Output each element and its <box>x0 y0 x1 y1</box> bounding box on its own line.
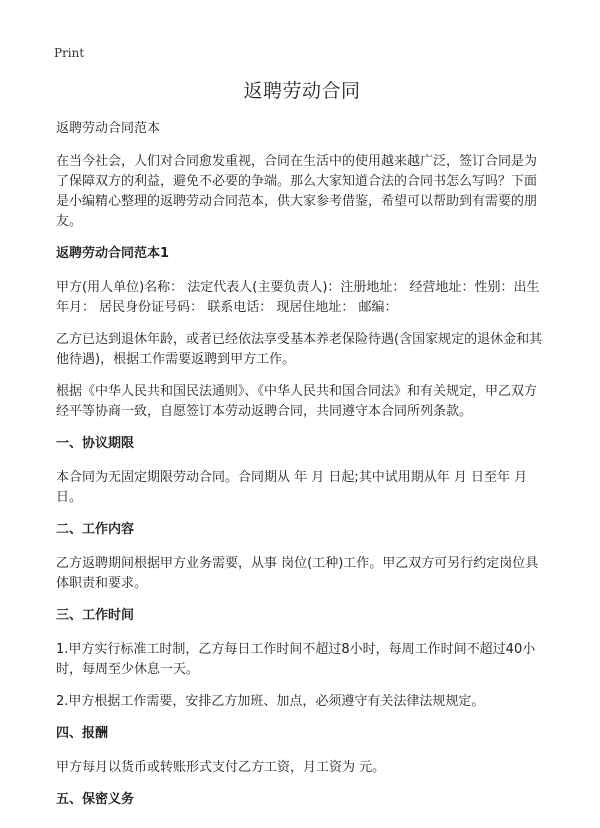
work-content-paragraph: 乙方返聘期间根据甲方业务需要，从事 岗位(工种)工作。甲乙双方可另行约定岗位具体职责和要求。 <box>56 556 539 591</box>
parties-paragraph: 甲方(用人单位)名称： 法定代表人(主要负责人)：注册地址： 经营地址：性别：出生年月： 居民身份证号码： 联系电话： 现居住地址： 邮编： <box>56 280 540 315</box>
document-subtitle: 返聘劳动合同范本 <box>56 121 161 136</box>
heading-pay: 四、报酬 <box>56 726 109 741</box>
intro-paragraph: 在当今社会，人们对合同愈发重视，合同在生活中的使用越来越广泛，签订合同是为了保障双方的利益，避免不必要的争端。那么大家知道合法的合同书怎么写吗？下面是小编精心整理的返聘劳动合同范本，供大家参考借鉴，希望可以帮助到有需要的朋友。 <box>56 154 538 229</box>
print-link[interactable]: Print <box>54 46 85 60</box>
law-paragraph: 根据《中华人民共和国民法通则》、《中华人民共和国合同法》和有关规定，甲乙双方经平等协商一致，自愿签订本劳动返聘合同，共同遵守本合同所列条款。 <box>56 384 538 419</box>
heading-work-content: 二、工作内容 <box>56 522 135 537</box>
heading-work-time: 三、工作时间 <box>56 608 135 623</box>
term-paragraph: 本合同为无固定期限劳动合同。合同期从 年 月 日起;其中试用期从年 月 日至年 月日。 <box>56 470 528 505</box>
work-time-paragraph-2: 2.甲方根据工作需要，安排乙方加班、加点，必须遵守有关法律法规规定。 <box>56 694 485 709</box>
work-time-paragraph-1: 1.甲方实行标准工时制，乙方每日工作时间不超过8小时，每周工作时间不超过40小时，每周至少休息一天。 <box>56 642 536 677</box>
retire-paragraph: 乙方已达到退休年龄，或者已经依法享受基本养老保险待遇(含国家规定的退休金和其他待遇)，根据工作需要返聘到甲方工作。 <box>56 332 543 367</box>
pay-paragraph: 甲方每月以货币或转账形式支付乙方工资，月工资为 元。 <box>56 760 386 775</box>
page-title: 返聘劳动合同 <box>243 80 361 102</box>
heading-term: 一、协议期限 <box>56 436 135 451</box>
section-heading: 返聘劳动合同范本1 <box>56 246 170 261</box>
heading-confidentiality: 五、保密义务 <box>56 792 135 807</box>
document-body <box>56 76 548 824</box>
